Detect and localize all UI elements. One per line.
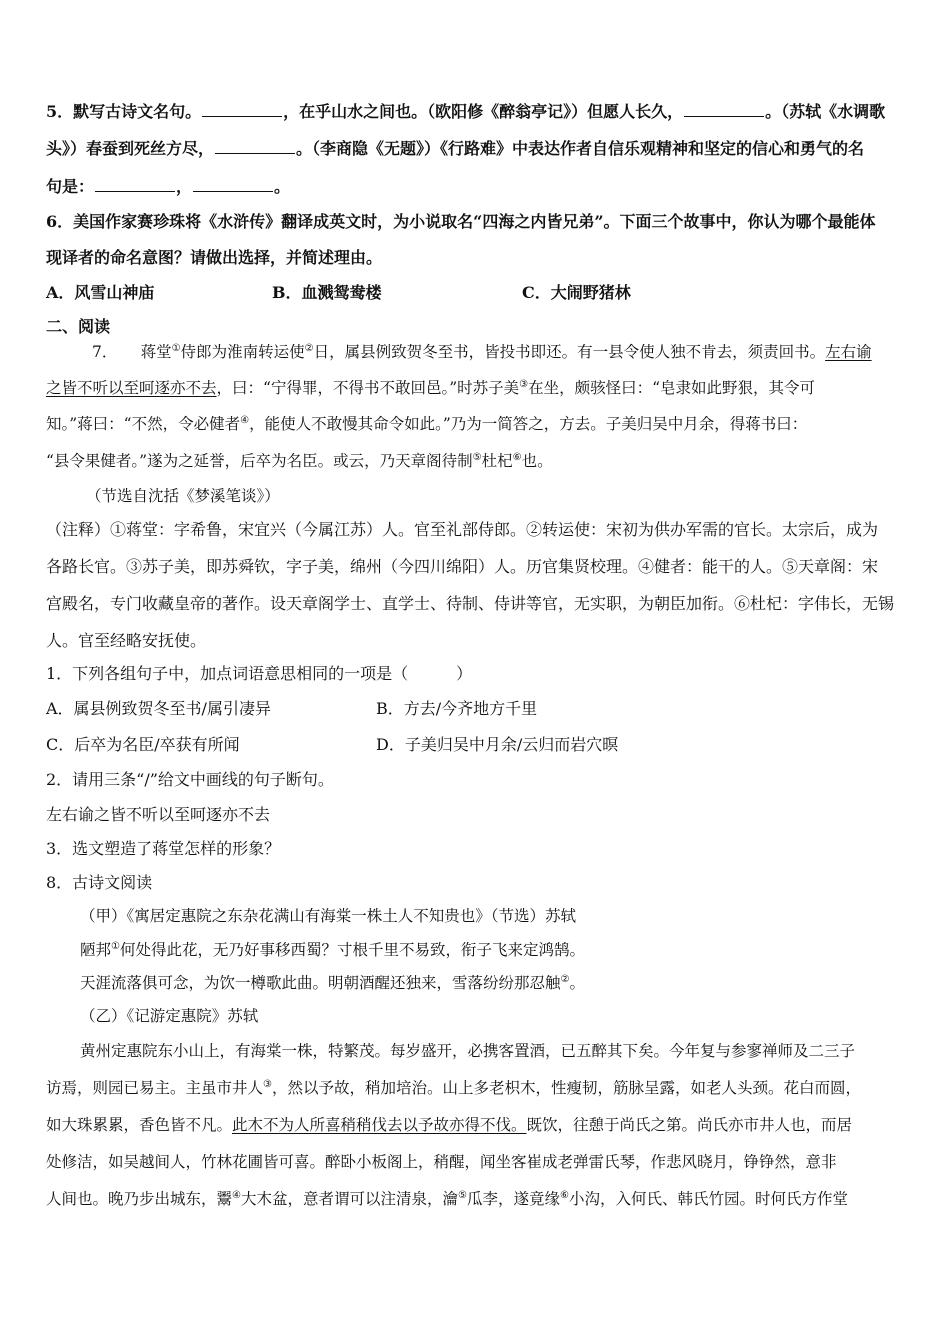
q5-line-1 [46, 102, 885, 122]
section-heading: 二、阅读 [46, 317, 111, 336]
answer-blank[interactable] [95, 177, 175, 192]
footnote-marker: ① [111, 940, 120, 952]
q5-text: 。 [274, 177, 291, 196]
q7-sq1-option-d: D．子美归吴中月余/云归而岩穴暝 [376, 735, 619, 754]
q6-option-b: B．血溅鸳鸯楼 [272, 283, 382, 302]
q8-title: 8．古诗文阅读 [46, 873, 153, 892]
q7-note-line: （注释）①蒋堂：字希鲁，宋宜兴（今属江苏）人。官至礼部侍郎。②转运使：宋初为供办军需的官长。太宗后，成为 [46, 520, 879, 539]
answer-blank[interactable] [202, 102, 282, 117]
answer-blank[interactable] [193, 177, 273, 192]
q8-jia-line-2: 天涯流落俱可念，为饮一樽歌此曲。明朝酒醒还独来，雪落纷纷那忍触②。 [80, 973, 585, 992]
q7-subquestion-3: 3．选文塑造了蒋堂怎样的形象？ [46, 839, 281, 858]
footnote-marker: ③ [519, 378, 529, 390]
q7-sq1-option-c: C．后卒为名臣/卒获有所闻 [46, 735, 240, 754]
footnote-marker: ④ [232, 1189, 241, 1201]
footnote-marker: ③ [263, 1078, 272, 1090]
q7-note-line: 各路长官。③苏子美，即苏舜钦，字子美，绵州（今四川绵阳）人。历官集贤校理。④健者：能干的人。⑤天章阁：宋 [46, 557, 879, 576]
q7-passage-line-3: 知。”蒋曰：“不然，令必健者④，能使人不敢慢其命令如此。”乃为一简答之，方去。子美归吴中月余，得蒋书曰： [46, 414, 808, 433]
q8-yi-line-5: 人间也。晚乃步出城东，鬻④大木盆，意者谓可以注清泉，瀹⑤瓜李，遂竟缘⑥小沟，入何氏、韩氏竹园。时何氏方作堂 [46, 1189, 848, 1208]
q7-source: （节选自沈括《梦溪笔谈》） [86, 487, 280, 505]
q7-subquestion-1: 1．下列各组句子中，加点词语意思相同的一项是（ ） [46, 664, 473, 683]
footnote-marker: ⑤ [472, 451, 482, 463]
underlined-sentence: 之皆不听以至呵逐亦不去 [46, 379, 217, 397]
q7-passage-line-1: 7． 蒋堂①侍郎为淮南转运使②日，属县例致贺冬至书，皆投书即还。有一县令使人独不肯去，须责回书。左右谕 [92, 342, 872, 361]
q5-text: 。（李商隐《无题》）《行路难》中表达作者自信乐观精神和坚定的信心和勇气的名 [296, 139, 865, 158]
q5-text: 头》）春蚕到死丝方尽， [46, 139, 215, 158]
q8-yi-line-3: 如大珠累累，香色皆不凡。此木不为人所喜稍稍伐去以予故亦得不伐。既饮，往憩于尚氏之第。尚氏亦市井人也，而居 [46, 1116, 853, 1134]
q5-text: ，在乎山水之间也。（欧阳修《醉翁亭记》）但愿人长久， [283, 102, 684, 121]
q7-subquestion-2: 2．请用三条“/”给文中画线的句子断句。 [46, 770, 334, 789]
q5-line-3 [46, 177, 290, 197]
q6-option-c: C．大闹野猪林 [522, 283, 631, 302]
q5-text: ， [176, 177, 193, 196]
footnote-marker: ② [304, 342, 314, 354]
footnote-marker: ① [171, 342, 181, 354]
q7-sq1-option-a: A．属县例致贺冬至书/属引凄异 [46, 699, 271, 718]
footnote-marker: ⑥ [512, 451, 522, 463]
q6-line-1: 6．美国作家赛珍珠将《水浒传》翻译成英文时，为小说取名“四海之内皆兄弟”。下面三个故事中，你认为哪个最能体 [46, 212, 876, 231]
underlined-sentence: 左右谕 [825, 343, 872, 361]
q5-text: 句是： [46, 177, 95, 196]
q7-passage-line-2: 之皆不听以至呵逐亦不去，曰：“宁得罪，不得书不敢回邑。”时苏子美③在坐，颇骇怪曰：“皂隶如此野狠，其令可 [46, 378, 816, 397]
q7-sq1-option-b: B．方去/今齐地方千里 [376, 699, 538, 718]
answer-blank[interactable] [684, 102, 764, 117]
q6-line-2: 现译者的命名意图？请做出选择，并简述理由。 [46, 248, 383, 267]
q7-passage-line-4: “县令果健者。”遂为之延誉，后卒为名臣。或云，乃天章阁待制⑤杜杞⑥也。 [46, 451, 553, 470]
q8-yi-line-4: 处修洁，如吴越间人，竹林花圃皆可喜。醉卧小板阁上，稍醒，闻坐客崔成老弹雷氏琴，作悲风晓月，铮铮然，意非 [46, 1153, 837, 1171]
q8-jia-title: （甲）《寓居定惠院之东杂花满山有海棠一株土人不知贵也》（节选）苏轼 [80, 907, 577, 925]
q5-text: 5．默写古诗文名句。 [46, 102, 202, 121]
q7-note-line: 人。官至经略安抚使。 [46, 631, 207, 650]
footnote-marker: ④ [240, 414, 250, 426]
q8-jia-line-1: 陋邦①何处得此花，无乃好事移西蜀？寸根千里不易致，衔子飞来定鸿鹄。 [80, 940, 585, 959]
q7-sq2-sentence: 左右谕之皆不听以至呵逐亦不去 [46, 805, 271, 824]
q5-line-2 [46, 139, 864, 159]
footnote-marker: ⑥ [559, 1189, 569, 1201]
underlined-sentence: 此木不为人所喜稍稍伐去以予故亦得不伐。 [232, 1116, 527, 1134]
answer-blank[interactable] [215, 139, 295, 154]
footnote-marker: ⑤ [458, 1189, 467, 1201]
q8-yi-line-2: 访焉，则园已易主。主虽市井人③，然以予故，稍加培治。山上多老枳木，性瘦韧，筋脉呈露，如老人头颈。花白而圆， [46, 1078, 861, 1097]
q7-note-line: 宫殿名，专门收藏皇帝的著作。设天章阁学士、直学士、待制、侍讲等官，无实职，为朝臣加衔。⑥杜杞：字伟长，无锡 [46, 594, 895, 613]
q8-yi-title: （乙）《记游定惠院》苏轼 [80, 1007, 259, 1025]
q8-yi-line-1: 黄州定惠院东小山上，有海棠一株，特繁茂。每岁盛开，必携客置酒，已五醉其下矣。今年复与参寥禅师及二三子 [80, 1042, 856, 1060]
q6-option-a: A．风雪山神庙 [46, 283, 155, 302]
footnote-marker: ② [560, 973, 570, 985]
q5-text: 。（苏轼《水调歌 [765, 102, 886, 121]
